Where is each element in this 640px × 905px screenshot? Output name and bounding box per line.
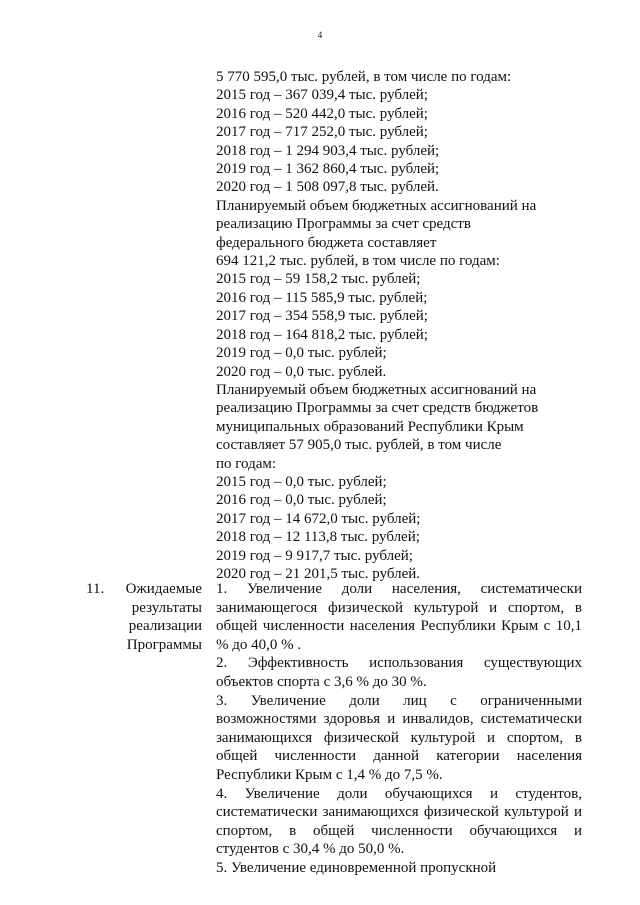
budget-line: 2016 год – 115 585,9 тыс. рублей; [216, 289, 428, 306]
budget-line: 694 121,2 тыс. рублей, в том числе по годам: [216, 253, 500, 270]
budget-line: 5 770 595,0 тыс. рублей, в том числе по годам: [216, 69, 512, 85]
row-label-line: реализации [128, 618, 202, 635]
row-label [122, 580, 202, 654]
page-number: 4 [317, 30, 323, 40]
expected-results-list [216, 580, 582, 878]
result-item: 4. Увеличение доли обучающихся и студентов, систематически занимающихся физической культурой и спортом, в общей численности обучающихся и студентов с 30,4 % до 50,0 %. [216, 785, 582, 858]
budget-line: Планируемый объем бюджетных ассигнований на [216, 197, 537, 214]
budget-line: 2015 год – 367 039,4 тыс. рублей; [216, 87, 428, 104]
budget-line: 2019 год – 9 917,7 тыс. рублей; [216, 547, 413, 564]
row-label-line: Программы [126, 636, 202, 653]
budget-line: муниципальных образований Республики Крым [216, 418, 524, 435]
budget-line: 2017 год – 14 672,0 тыс. рублей; [216, 510, 421, 527]
budget-line: 2019 год – 1 362 860,4 тыс. рублей; [216, 161, 440, 178]
row-label-line: результаты [131, 599, 202, 616]
budget-line: 2016 год – 0,0 тыс. рублей; [216, 492, 387, 509]
result-item: 3. Увеличение доли лиц с ограниченными возможностями здоровья и инвалидов, систематически занимающихся физической культурой и спортом, в общей численности данной категории населения Республики Крым с 1,4 % до 7,5 %. [216, 692, 582, 783]
result-item: 1. Увеличение доли населения, систематически занимающегося физической культурой и спортом, в общей численности населения Республики Крым с 10,1 % до 40,0 % . [216, 581, 582, 653]
budget-line: реализацию Программы за счет средств бюджетов [216, 400, 539, 417]
budget-line: реализацию Программы за счет средств [216, 216, 471, 233]
row-number: 11. [86, 581, 105, 597]
budget-line: 2015 год – 0,0 тыс. рублей; [216, 473, 387, 490]
budget-line: Планируемый объем бюджетных ассигнований на [216, 381, 537, 398]
budget-line: 2016 год – 520 442,0 тыс. рублей; [216, 105, 428, 122]
budget-line: 2018 год – 164 818,2 тыс. рублей; [216, 326, 428, 343]
budget-line: 2017 год – 717 252,0 тыс. рублей; [216, 124, 428, 141]
result-item: 2. Эффективность использования существующих объектов спорта с 3,6 % до 30 %. [216, 655, 582, 690]
budget-line: 2015 год – 59 158,2 тыс. рублей; [216, 271, 421, 288]
budget-line: 2020 год – 21 201,5 тыс. рублей. [216, 565, 421, 582]
result-item: 5. Увеличение единовременной пропускной [216, 859, 497, 876]
budget-line: 2020 год – 1 508 097,8 тыс. рублей. [216, 179, 439, 196]
budget-line: федерального бюджета составляет [216, 234, 437, 251]
budget-line: 2018 год – 1 294 903,4 тыс. рублей; [216, 142, 440, 159]
budget-line: 2020 год – 0,0 тыс. рублей. [216, 363, 387, 380]
budget-line: 2017 год – 354 558,9 тыс. рублей; [216, 308, 428, 325]
row-label-line: Ожидаемые [125, 581, 202, 597]
budget-line: по годам: [216, 455, 277, 472]
budget-line: 2019 год – 0,0 тыс. рублей; [216, 345, 387, 362]
budget-line: 2018 год – 12 113,8 тыс. рублей; [216, 529, 420, 546]
budget-allocation-text [216, 68, 596, 583]
budget-line: составляет 57 905,0 тыс. рублей, в том числе [216, 437, 502, 454]
